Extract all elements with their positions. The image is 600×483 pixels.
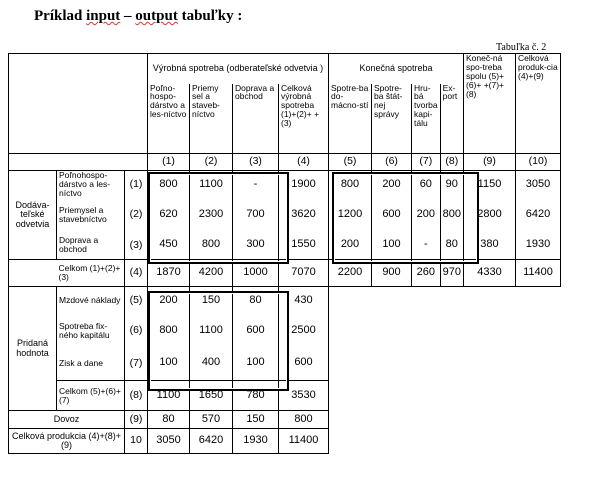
row-index: (3) [125, 232, 148, 260]
cell: 620 [148, 199, 190, 232]
row-label: Mzdové náklady [57, 287, 125, 315]
cell: 150 [190, 287, 233, 315]
cell: 2500 [279, 315, 329, 347]
cell: 1930 [515, 232, 560, 260]
cell: 570 [190, 411, 233, 429]
cell: 6420 [190, 429, 233, 454]
cell: 100 [233, 347, 279, 381]
cell: 800 [148, 171, 190, 199]
cell: 1150 [463, 171, 515, 199]
cell: 200 [412, 199, 441, 232]
cell: 450 [148, 232, 190, 260]
row-index: (6) [125, 315, 148, 347]
cell: 800 [329, 171, 372, 199]
cell: 60 [412, 171, 441, 199]
input-output-table [8, 53, 561, 454]
row-index: (1) [125, 171, 148, 199]
cell: 1100 [190, 315, 233, 347]
row-index: 10 [125, 429, 148, 454]
cell: 100 [372, 232, 412, 260]
cell: 430 [279, 287, 329, 315]
col-header-3: Doprava a obchod [233, 84, 279, 154]
row-index: (9) [125, 411, 148, 429]
cell: 800 [440, 199, 463, 232]
cell: 780 [233, 381, 279, 411]
table-number: Tabuľka č. 2 [496, 42, 547, 53]
blank-area [329, 287, 561, 454]
cell: 400 [190, 347, 233, 381]
cell: 900 [372, 260, 412, 287]
blank-cell [9, 260, 57, 287]
cell: 800 [148, 315, 190, 347]
cell: - [412, 232, 441, 260]
col-num: (2) [190, 154, 233, 171]
row-label-total: Celkom (5)+(6)+(7) [57, 381, 125, 411]
col-header-1: Poľno-hospo-dárstvo a les-níctvo [148, 84, 190, 154]
row-index: (5) [125, 287, 148, 315]
cell: 80 [148, 411, 190, 429]
cell: 4200 [190, 260, 233, 287]
col-num: (8) [440, 154, 463, 171]
col-header-7: Hru-bá tvorba kapi-tálu [412, 84, 441, 154]
group-konecna-spotreba: Konečná spotreba [329, 54, 464, 84]
group-pridana-hodnota: Pridaná hodnota [9, 287, 57, 411]
cell: 3530 [279, 381, 329, 411]
cell: 1900 [279, 171, 329, 199]
cell: 600 [372, 199, 412, 232]
group-vyrobna-spotreba: Výrobná spotreba (odberateľské odvetvia ) [148, 54, 329, 84]
col-num: (9) [463, 154, 515, 171]
group-dodavatelske-odvetvia: Dodáva-teľské odvetvia [9, 171, 57, 260]
col-num: (7) [412, 154, 441, 171]
page-title: Príklad input – output tabuľky : [34, 8, 243, 24]
cell: 1000 [233, 260, 279, 287]
row-index: (4) [125, 260, 148, 287]
cell: 80 [440, 232, 463, 260]
row-index: (2) [125, 199, 148, 232]
cell: 80 [233, 287, 279, 315]
header-corner [9, 54, 148, 154]
cell: 3050 [515, 171, 560, 199]
row-label-total: Celkom (1)+(2)+(3) [57, 260, 125, 287]
cell: 2300 [190, 199, 233, 232]
cell: 11400 [279, 429, 329, 454]
cell: 2800 [463, 199, 515, 232]
cell: 260 [412, 260, 441, 287]
row-label: Spotreba fix-ného kapitálu [57, 315, 125, 347]
col-num: (3) [233, 154, 279, 171]
col-num: (10) [515, 154, 560, 171]
col-header-6: Spotre-ba štát-nej správy [372, 84, 412, 154]
col-header-4: Celková výrobná spotreba (1)+(2)+ +(3) [279, 84, 329, 154]
cell: 1100 [190, 171, 233, 199]
col-header-8: Ex-port [440, 84, 463, 154]
cell: 11400 [515, 260, 560, 287]
header-corner-low [9, 154, 148, 171]
col-num: (4) [279, 154, 329, 171]
row-index: (7) [125, 347, 148, 381]
cell: 2200 [329, 260, 372, 287]
cell: 600 [233, 315, 279, 347]
cell: 7070 [279, 260, 329, 287]
row-label: Poľnohospo-dárstvo a les-níctvo [57, 171, 125, 199]
cell: 800 [279, 411, 329, 429]
cell: 100 [148, 347, 190, 381]
cell: 600 [279, 347, 329, 381]
cell: 380 [463, 232, 515, 260]
col-num: (1) [148, 154, 190, 171]
row-label: Priemysel a stavebníctvo [57, 199, 125, 232]
cell: 800 [190, 232, 233, 260]
cell: 150 [233, 411, 279, 429]
cell: 6420 [515, 199, 560, 232]
cell: 3620 [279, 199, 329, 232]
col-num: (6) [372, 154, 412, 171]
cell: 1930 [233, 429, 279, 454]
cell: 3050 [148, 429, 190, 454]
col-header-9: Koneč-ná spo-treba spolu (5)+(6)+ +(7)+(8) [463, 54, 515, 154]
row-label-celkova-produkcia: Celková produkcia (4)+(8)+(9) [9, 429, 125, 454]
row-label: Zisk a dane [57, 347, 125, 381]
row-label: Doprava a obchod [57, 232, 125, 260]
cell: - [233, 171, 279, 199]
cell: 90 [440, 171, 463, 199]
cell: 1200 [329, 199, 372, 232]
col-header-10: Celková produk-cia (4)+(9) [515, 54, 560, 154]
cell: 1100 [148, 381, 190, 411]
col-num: (5) [329, 154, 372, 171]
cell: 1650 [190, 381, 233, 411]
cell: 4330 [463, 260, 515, 287]
cell: 200 [329, 232, 372, 260]
cell: 970 [440, 260, 463, 287]
cell: 1870 [148, 260, 190, 287]
cell: 300 [233, 232, 279, 260]
cell: 200 [372, 171, 412, 199]
cell: 200 [148, 287, 190, 315]
col-header-2: Priemy sel a staveb-níctvo [190, 84, 233, 154]
row-index: (8) [125, 381, 148, 411]
cell: 1550 [279, 232, 329, 260]
cell: 700 [233, 199, 279, 232]
row-label-dovoz: Dovoz [9, 411, 125, 429]
col-header-5: Spotre-ba do-mácno-stí [329, 84, 372, 154]
